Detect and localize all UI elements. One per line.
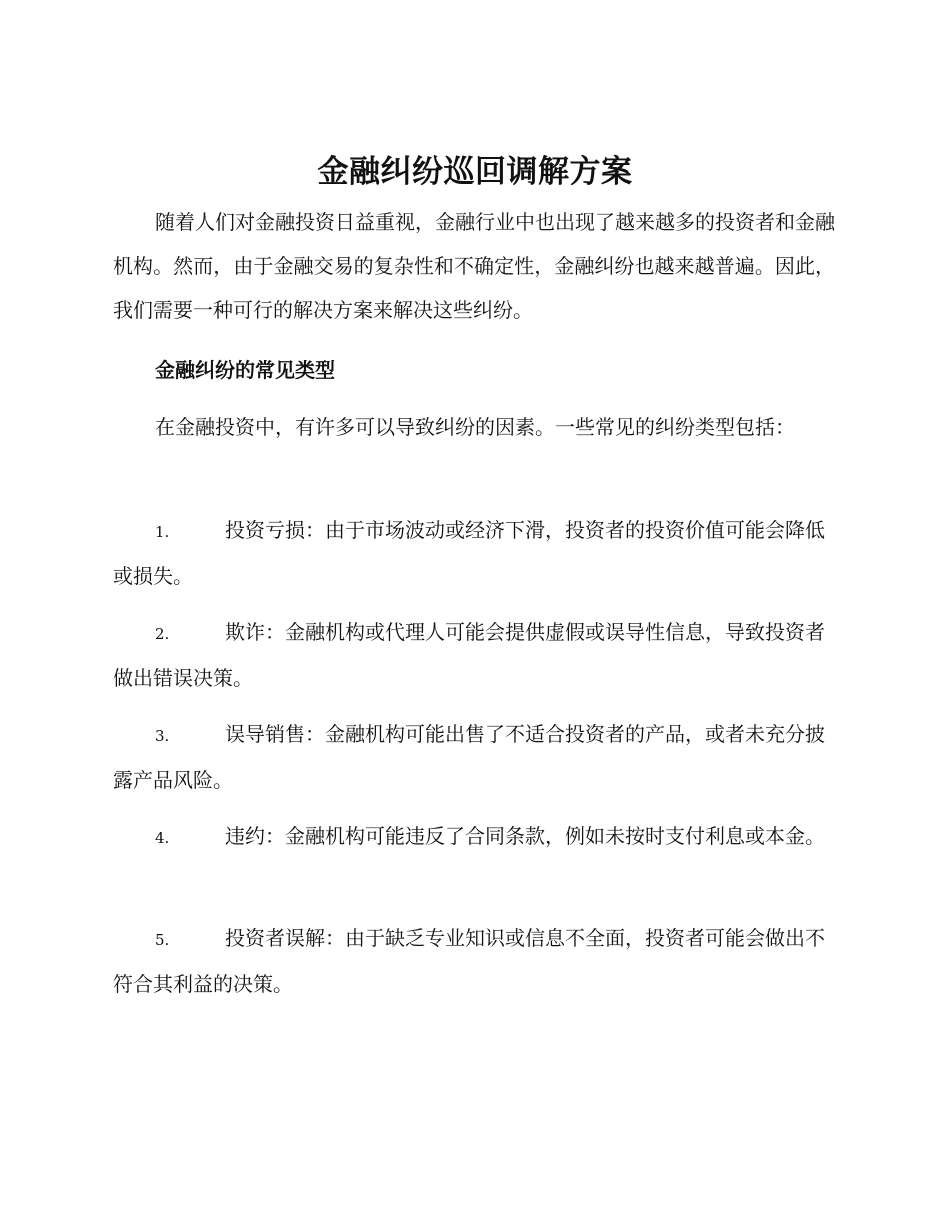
list-item-number: 5. xyxy=(155,931,170,949)
list-item-text: 投资者误解：由于缺乏专业知识或信息不全面，投资者可能会做出不符合其利益的决策。 xyxy=(113,926,825,996)
list-item-text: 违约：金融机构可能违反了合同条款，例如未按时支付利息或本金。 xyxy=(225,824,825,848)
list-item-text: 误导销售：金融机构可能出售了不适合投资者的产品，或者未充分披露产品风险。 xyxy=(113,722,825,792)
section-heading: 金融纠纷的常见类型 xyxy=(155,358,335,382)
list-item xyxy=(113,712,835,802)
list-item xyxy=(113,916,835,1006)
lead-paragraph: 在金融投资中，有许多可以导致纠纷的因素。一些常见的纠纷类型包括： xyxy=(155,415,795,439)
list-item xyxy=(113,508,835,598)
list-item-number: 2. xyxy=(155,625,170,643)
document-title: 金融纠纷巡回调解方案 xyxy=(317,154,633,190)
list-item-number: 3. xyxy=(155,727,170,745)
list-item xyxy=(113,610,835,700)
intro-paragraph: 随着人们对金融投资日益重视，金融行业中也出现了越来越多的投资者和金融机构。然而，由于金融交易的复杂性和不确定性，金融纠纷也越来越普遍。因此，我们需要一种可行的解决方案来解决这些纠纷。 xyxy=(113,210,835,322)
list-item-text: 欺诈：金融机构或代理人可能会提供虚假或误导性信息，导致投资者做出错误决策。 xyxy=(113,620,825,690)
list-item xyxy=(113,814,835,860)
list-item-number: 1. xyxy=(155,523,170,541)
list-item-number: 4. xyxy=(155,829,170,847)
list-item-text: 投资亏损：由于市场波动或经济下滑，投资者的投资价值可能会降低或损失。 xyxy=(113,518,825,588)
